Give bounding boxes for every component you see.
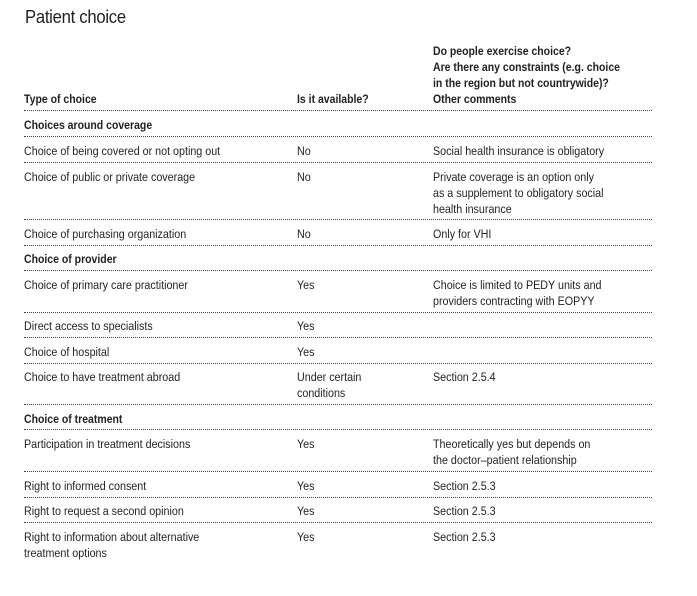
- header-comments-line-2: Are there any constraints (e.g. choice: [433, 60, 620, 74]
- cell-comments: Section 2.5.3: [433, 504, 496, 518]
- section-label-treatment: Choice of treatment: [24, 412, 123, 426]
- cell-comments: providers contracting with EOPYY: [433, 294, 595, 308]
- cell-comments: health insurance: [433, 202, 512, 216]
- cell-type: Choice of purchasing organization: [24, 227, 187, 241]
- header-divider: [24, 110, 652, 111]
- cell-type: Right to informed consent: [24, 479, 147, 493]
- cell-type: Direct access to specialists: [24, 319, 153, 333]
- cell-comments: the doctor–patient relationship: [433, 453, 577, 467]
- row-divider: [24, 497, 652, 498]
- cell-available: Yes: [297, 319, 315, 333]
- cell-available: Under certain: [297, 370, 362, 384]
- cell-type: Right to information about alternative: [24, 530, 200, 544]
- row-divider: [24, 404, 652, 405]
- cell-comments: Section 2.5.4: [433, 370, 496, 384]
- row-divider: [24, 312, 652, 313]
- cell-comments: Choice is limited to PEDY units and: [433, 278, 602, 292]
- cell-comments: Section 2.5.3: [433, 479, 496, 493]
- row-divider: [24, 429, 652, 430]
- cell-available: Yes: [297, 278, 315, 292]
- row-divider: [24, 363, 652, 364]
- header-comments-line-4: Other comments: [433, 92, 517, 106]
- cell-available: conditions: [297, 386, 346, 400]
- cell-available: No: [297, 170, 311, 184]
- header-comments-line-1: Do people exercise choice?: [433, 44, 572, 58]
- cell-available: No: [297, 144, 311, 158]
- header-is-available: Is it available?: [297, 92, 369, 106]
- row-divider: [24, 270, 652, 271]
- cell-type: Participation in treatment decisions: [24, 437, 191, 451]
- cell-comments: Theoretically yes but depends on: [433, 437, 591, 451]
- cell-type: treatment options: [24, 546, 107, 560]
- section-label-provider: Choice of provider: [24, 252, 117, 266]
- cell-available: Yes: [297, 530, 315, 544]
- row-divider: [24, 162, 652, 163]
- cell-comments: as a supplement to obligatory social: [433, 186, 604, 200]
- cell-comments: Only for VHI: [433, 227, 492, 241]
- cell-type: Choice of primary care practitioner: [24, 278, 188, 292]
- page-title: Patient choice: [25, 6, 126, 27]
- cell-comments: Social health insurance is obligatory: [433, 144, 605, 158]
- cell-type: Choice of hospital: [24, 345, 110, 359]
- cell-available: No: [297, 227, 311, 241]
- cell-comments: Private coverage is an option only: [433, 170, 594, 184]
- row-divider: [24, 245, 652, 246]
- cell-available: Yes: [297, 479, 315, 493]
- row-divider: [24, 219, 652, 220]
- cell-available: Yes: [297, 504, 315, 518]
- header-type-of-choice: Type of choice: [24, 92, 97, 106]
- cell-type: Choice of public or private coverage: [24, 170, 196, 184]
- cell-available: Yes: [297, 437, 315, 451]
- cell-type: Choice to have treatment abroad: [24, 370, 181, 384]
- cell-available: Yes: [297, 345, 315, 359]
- row-divider: [24, 522, 652, 523]
- cell-type: Right to request a second opinion: [24, 504, 184, 518]
- section-label-coverage: Choices around coverage: [24, 118, 153, 132]
- row-divider: [24, 471, 652, 472]
- cell-comments: Section 2.5.3: [433, 530, 496, 544]
- header-comments-line-3: in the region but not countrywide)?: [433, 76, 609, 90]
- cell-type: Choice of being covered or not opting out: [24, 144, 221, 158]
- row-divider: [24, 136, 652, 137]
- row-divider: [24, 337, 652, 338]
